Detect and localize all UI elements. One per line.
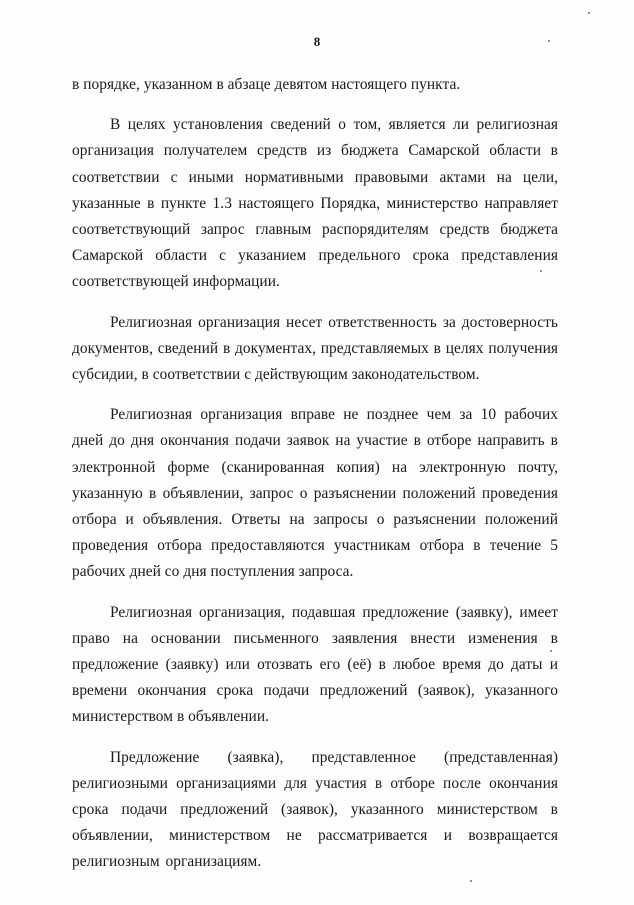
paragraph-late-applications: Предложение (заявка), представленное (представленная) религиозными организациями для участия в отборе после окончания срока подачи предложений (заявок), указанного министерством в объявлении, министерством не рассматривается и возвращается религиозным организациям. bbox=[72, 748, 558, 871]
scan-speck bbox=[550, 650, 552, 652]
paragraph-application-changes: Религиозная организация, подавшая предложение (заявку), имеет право на основании письменного заявления внести изменения в предложение (заявку) или отозвать его (её) в любое время до даты и времени окончания срока подачи предложений (заявок), указанного министерством в объявлении. bbox=[72, 603, 558, 726]
scan-speck bbox=[588, 12, 590, 14]
scan-speck bbox=[548, 40, 550, 42]
paragraph-clarification-request: Религиозная организация вправе не позднее чем за 10 рабочих дней до дня окончания подачи заявок на участие в отборе направить в электронной форме (сканированная копия) на электронную почту, указанную в объявлении, запрос о разъяснении положений проведения отбора и объявления. Ответы на запросы о разъяснении положений проведения отбора предоставляются участникам отбора в течение 5 рабочих дней со дня поступления запроса. bbox=[72, 406, 558, 581]
document-body bbox=[72, 72, 558, 890]
page-number: 8 bbox=[313, 34, 321, 49]
paragraph-budget-inquiry: В целях установления сведений о том, является ли религиозная организация получателем средств из бюджета Самарской области в соответствии с иными нормативными правовыми актами на цели, указанные в пункте 1.3 настоящего Порядка, министерство направляет соответствующий запрос главным распорядителям средств бюджета Самарской области с указанием предельного срока представления соответствующей информации. bbox=[72, 116, 558, 291]
paragraph-responsibility: Религиозная организация несет ответственность за достоверность документов, сведений в документах, представляемых в целях получения субсидии, в соответствии с действующим законодательством. bbox=[72, 313, 558, 384]
scan-speck bbox=[540, 270, 542, 272]
paragraph-continuation: в порядке, указанном в абзаце девятом настоящего пункта. bbox=[72, 76, 461, 93]
scan-speck bbox=[470, 880, 472, 882]
